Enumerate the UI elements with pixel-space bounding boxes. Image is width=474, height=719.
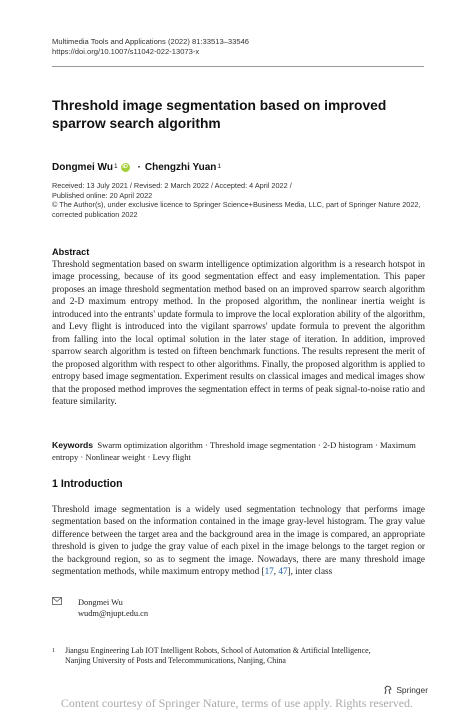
correspondence xyxy=(52,597,148,620)
publication-history xyxy=(52,181,432,219)
intro-paragraph-cont: ], inter class xyxy=(287,566,333,577)
affiliation xyxy=(52,646,432,667)
paper-title xyxy=(52,97,432,133)
envelope-icon xyxy=(52,597,78,608)
citation-separator: , xyxy=(273,566,279,577)
affiliation-line2: Nanjing University of Posts and Telecommunications, Nanjing, China xyxy=(65,656,286,666)
corresponding-author-name: Dongmei Wu xyxy=(78,598,123,607)
keywords-list: Swarm optimization algorithm · Threshold image segmentation · 2-D histogram · Maximum entropy · Nonlinear weight · Levy flight xyxy=(52,440,416,463)
affiliation-line1: Jiangsu Engineering Lab IOT Intelligent Robots, School of Automation & Artificial Intelligence, xyxy=(65,646,371,655)
section-heading-introduction: 1 Introduction xyxy=(52,478,123,490)
doi-link[interactable]: https://doi.org/10.1007/s11042-022-13073-x xyxy=(52,47,200,56)
publisher-name: Springer xyxy=(396,685,428,695)
watermark-notice: Content courtesy of Springer Nature, terms of use apply. Rights reserved. xyxy=(60,696,414,710)
paper-title-line1: Threshold image segmentation based on improved xyxy=(52,98,387,113)
abstract-heading: Abstract xyxy=(52,247,90,257)
journal-citation: Multimedia Tools and Applications (2022) 81:33513–33546 xyxy=(52,37,250,46)
author-separator: · xyxy=(137,162,141,173)
publisher-logo xyxy=(383,685,428,695)
introduction-text xyxy=(52,503,425,578)
affiliation-number: 1 xyxy=(52,648,55,654)
paper-title-line2: sparrow search algorithm xyxy=(52,116,221,131)
header-divider xyxy=(52,66,424,67)
author-list xyxy=(52,162,221,173)
orcid-icon[interactable]: iD xyxy=(122,164,128,170)
journal-header xyxy=(52,37,249,57)
springer-horse-icon xyxy=(383,685,393,695)
copyright-notice-cont: corrected publication 2022 xyxy=(52,209,138,219)
history-dates: Received: 13 July 2021 / Revised: 2 March 2022 / Accepted: 4 April 2022 / xyxy=(52,181,292,190)
author-affiliation-sup: 1 xyxy=(113,163,118,170)
citation-link[interactable]: 17 xyxy=(264,566,274,577)
history-published: Published online: 20 April 2022 xyxy=(52,190,153,200)
copyright-notice: © The Author(s), under exclusive licence to Springer Science+Business Media, LLC, part of Springer Nature 2022, xyxy=(52,200,421,210)
author-affiliation-sup: 1 xyxy=(217,163,222,170)
author-name[interactable]: Chengzhi Yuan xyxy=(144,162,217,173)
corresponding-author-email[interactable]: wudm@njupt.edu.cn xyxy=(78,609,149,619)
abstract-text: Threshold segmentation based on swarm intelligence optimization algorithm is a research hotspot in image processing, because of its good segmentation effect and easy implementation. This paper proposes an image threshold segmentation method based on an improved sparrow search algorithm and 2-D maximum entropy method. In the proposed algorithm, the nonlinear inertia weight is introduced into the entrants' update formula to improve the local exploration ability of the algorithm, and Levy flight is introduced into the vigilant sparrows' update formula to prevent the algorithm from falling into the local optimal solution in the later stage of iteration. In addition, improved sparrow search algorithm is tested on fifteen benchmark functions. The results represent the merit of the proposed algorithm with respect to other algorithms. Finally, the proposed algorithm is applied to entropy based image segmentation. Experiment results on classical images and medical images show that the proposed method improves the segmentation effect in terms of peak signal-to-noise ratio and feature similarity. xyxy=(52,259,425,406)
keywords-label: Keywords xyxy=(52,440,94,450)
citation-link[interactable]: 47 xyxy=(278,566,288,577)
intro-paragraph: Threshold image segmentation is a widely used segmentation technology that performs image segmentation based on the information contained in the image gray-level histogram. The gray value difference between the target area and the background area in the image is compared, an appropriate threshold is given to judge the gray value of each pixel in the image belongs to the target region or the background region, so as to segment the image. Nowadays, there are many threshold image segmentation methods, while maximum entropy method [ xyxy=(52,504,425,577)
author-name[interactable]: Dongmei Wu xyxy=(52,162,113,173)
keywords xyxy=(52,439,425,464)
